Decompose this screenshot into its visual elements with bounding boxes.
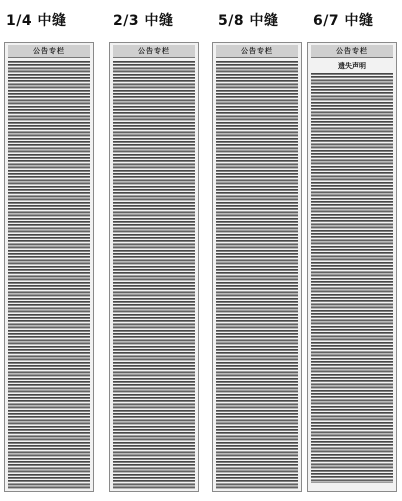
- newspaper-column-1: [4, 42, 94, 492]
- newspaper-column-3: [212, 42, 302, 492]
- dense-text-block: [8, 61, 90, 489]
- dense-text-block: [311, 73, 393, 483]
- column-label-3: 5/8 中缝: [218, 13, 279, 29]
- dense-text-block: [216, 61, 298, 489]
- column-header: 公告专栏: [216, 45, 298, 58]
- dense-text-block: [113, 61, 195, 489]
- column-label-4: 6/7 中缝: [313, 13, 374, 29]
- column-label-2: 2/3 中缝: [113, 13, 174, 29]
- column-label-1: 1/4 中缝: [6, 13, 67, 29]
- column-header: 公告专栏: [311, 45, 393, 58]
- column-subheader: 遗失声明: [338, 62, 366, 70]
- newspaper-column-2: [109, 42, 199, 492]
- column-header: 公告专栏: [8, 45, 90, 58]
- column-header: 公告专栏: [113, 45, 195, 58]
- newspaper-column-4: [307, 42, 397, 492]
